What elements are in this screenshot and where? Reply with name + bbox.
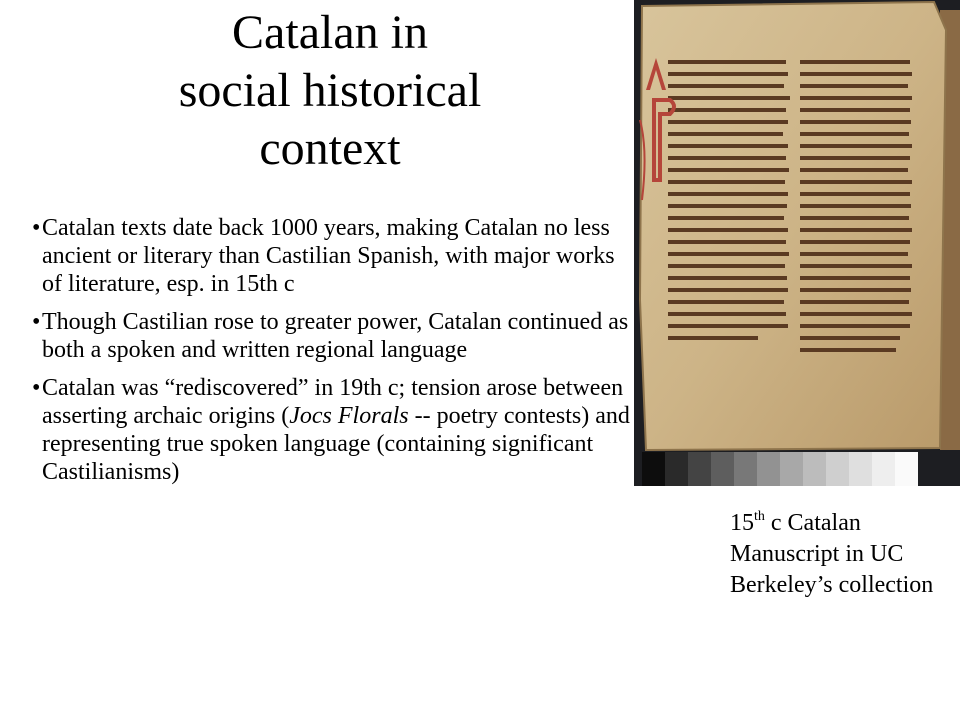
bullet-item <box>32 308 632 364</box>
color-calibration-strip <box>642 452 918 486</box>
bullet-dot: • <box>32 215 41 241</box>
manuscript-photo <box>634 0 960 486</box>
parchment-page <box>640 2 946 450</box>
text-segment: Catalan was “rediscovered” in 19th c; tension arose between asserting archaic origins ( <box>42 375 624 429</box>
slide-title <box>120 4 540 178</box>
manuscript-illustration <box>634 0 960 486</box>
image-caption <box>730 508 950 601</box>
bullet-item <box>32 374 632 486</box>
title-line: social historical <box>178 64 482 117</box>
bullet-text <box>42 374 632 486</box>
italic-term: Jocs Florals <box>289 403 409 429</box>
bullet-list <box>32 214 632 496</box>
title-line: Catalan in <box>232 6 428 59</box>
text-segment: -- poetry contests) and representing true spoken language (containing significant Castilianisms) <box>42 403 630 485</box>
bullet-text: Though Castilian rose to greater power, Catalan continued as both a spoken and written regional language <box>42 309 629 363</box>
caption-number: 15 <box>730 510 754 536</box>
title-line: context <box>259 122 401 175</box>
bullet-text: Catalan texts date back 1000 years, making Catalan no less ancient or literary than Castilian Spanish, with major works of literature, esp. in 15th c <box>42 215 615 297</box>
bullet-item <box>32 214 632 298</box>
caption-superscript: th <box>754 509 765 524</box>
caption-text: c Catalan Manuscript in UC Berkeley’s collection <box>730 510 934 598</box>
bullet-dot: • <box>32 375 41 401</box>
bullet-dot: • <box>32 309 41 335</box>
